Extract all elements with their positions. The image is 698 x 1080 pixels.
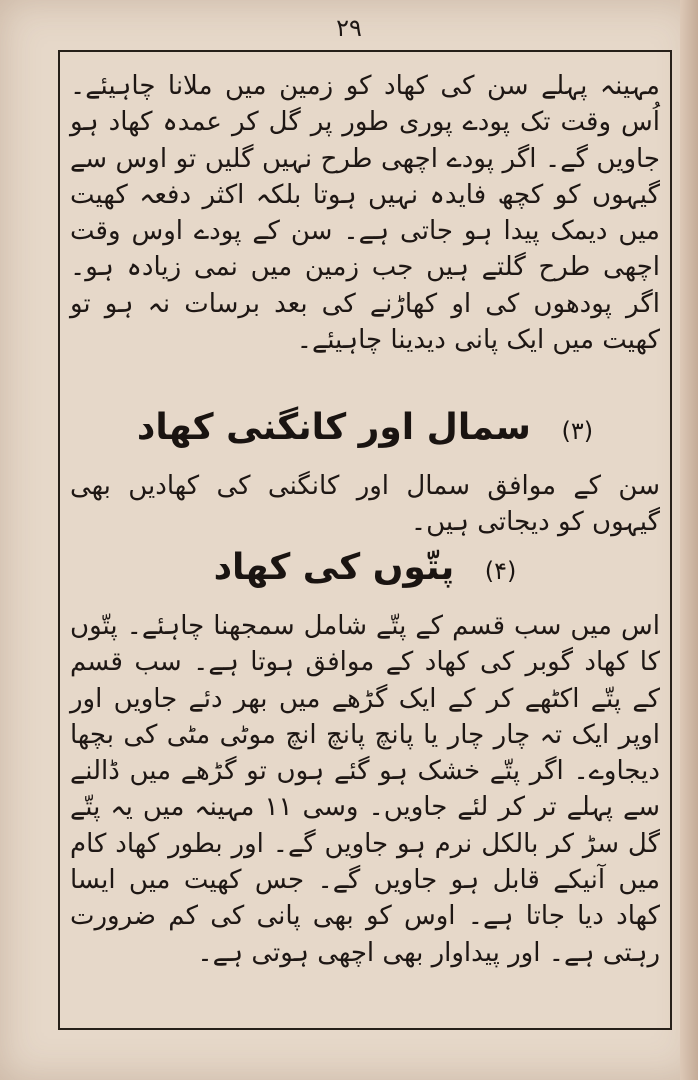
paragraph-2: سن کے موافق سمال اور کانگنی کی کھادیں بھی گیہوں کو دیجاتی ہیں۔ [70,471,660,538]
section-title: پتّوں کی کھاد [213,547,455,588]
section-number: (۳) [561,417,594,445]
page-edge [680,0,698,1080]
section-heading-3 [70,404,660,455]
section-title: سمال اور کانگنی کھاد [136,407,531,448]
section-heading-4 [70,544,660,595]
page-number: ۲۹ [336,14,362,42]
section-number: (۴) [484,557,517,585]
paragraph-3: اس میں سب قسم کے پتّے شامل سمجھنا چاہئے۔ پتّوں کا کھاد گوبر کی کھاد کے موافق ہوتا ہے۔ سب قسم کے پتّے اکٹھے کر کے ایک گڑھے میں بھر دئے جاویں اور اوپر ایک تہ چار چار یا پانچ پانچ انچ موٹی مٹی کی بچھا دیجاوے۔ اگر پتّے خشک ہو گئے ہوں تو گڑھے میں ڈالنے سے پہلے تر کر لئے جاویں۔ وسی ۱۱ مہینہ میں یہ پتّے گل سڑ کر بالکل نرم ہو جاویں گے۔ اور بطور کھاد کام میں آنیکے قابل ہو جاویں گے۔ جس کھیت میں ایسا کھاد دیا جاتا ہے۔ اوس کو بھی پانی کی کم ضرورت رہتی ہے۔ اور پیداوار بھی اچھی ہوتی ہے۔ [70,611,660,968]
paragraph-1: مہینہ پہلے سن کی کھاد کو زمین میں ملانا چاہیئے۔ اُس وقت تک پودے پوری طور پر گل کر عمدہ کھاد ہو جاویں گے۔ اگر پودے اچھی طرح نہیں گلیں تو اوس سے گیہوں کو کچھ فایدہ نہیں ہوتا بلکہ اکثر دفعہ کھیت میں دیمک پیدا ہو جاتی ہے۔ سن کے پودے اوس وقت اچھی طرح گلتے ہیں جب زمین میں نمی زیادہ ہو۔ اگر پودھوں کی او کھاڑنے کی بعد برسات نہ ہو تو کھیت میں ایک پانی دیدینا چاہیئے۔ [70,71,660,356]
